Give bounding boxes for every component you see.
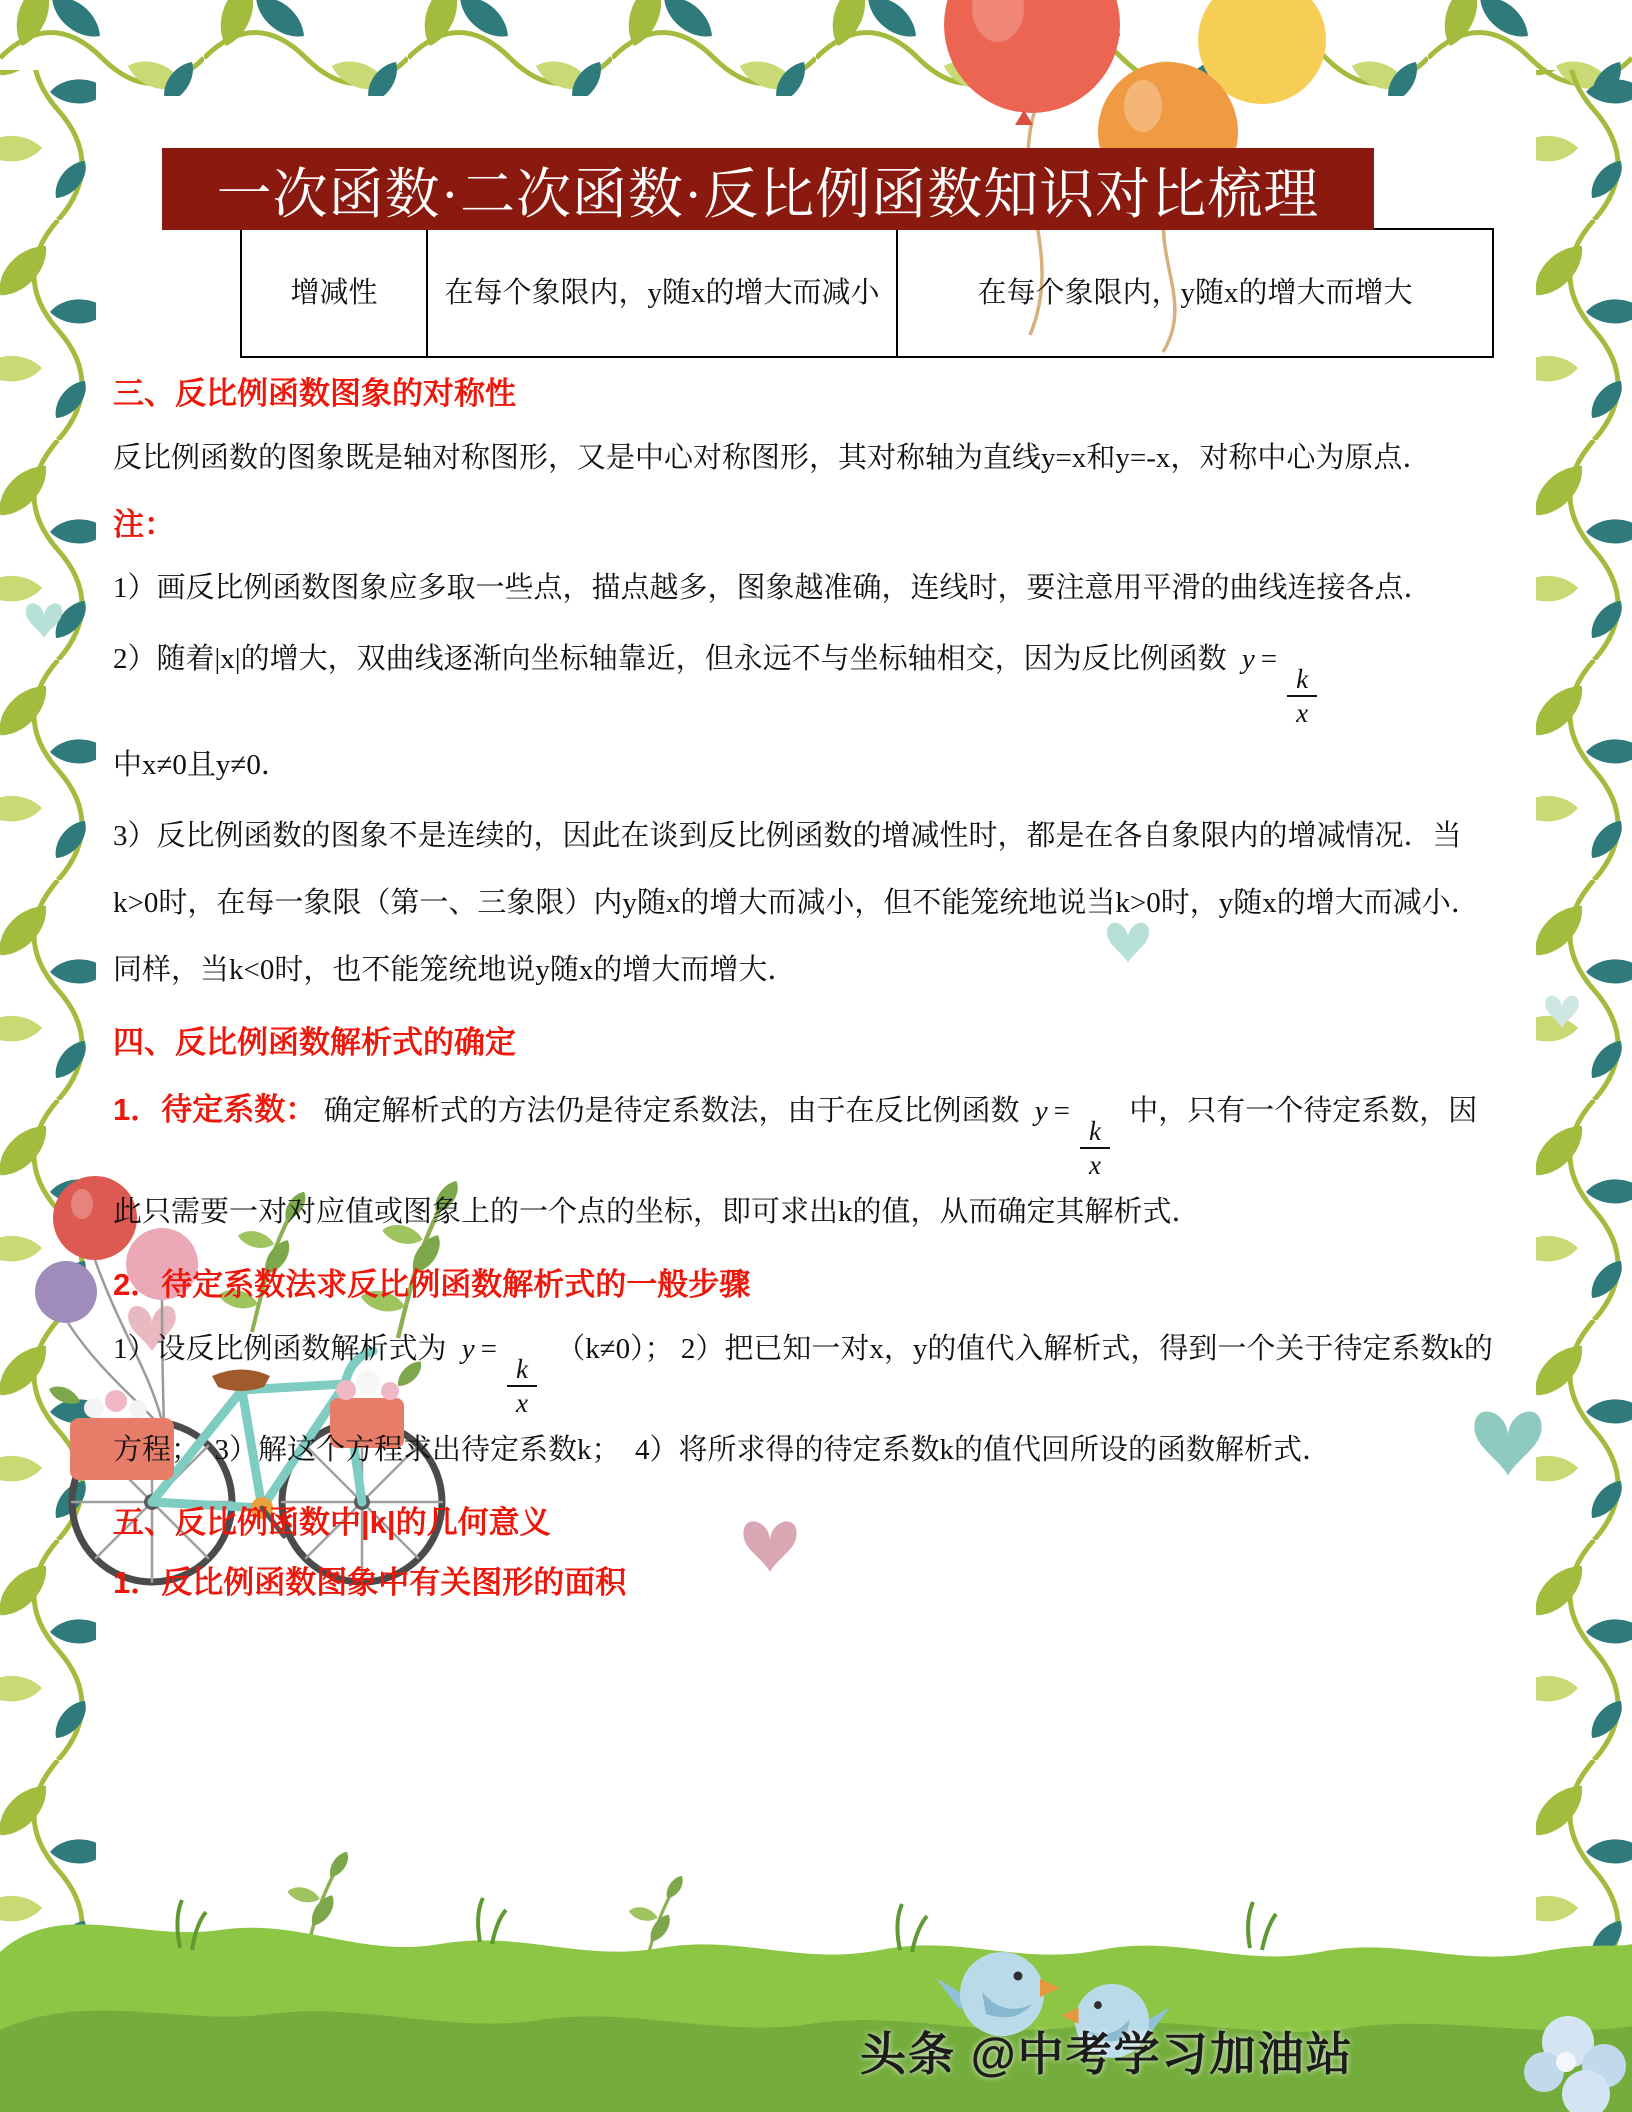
table-row — [241, 229, 1493, 357]
coefficient-text-pre: 确定解析式的方法仍是待定系数法，由于在反比例函数 — [323, 1094, 1020, 1127]
watermark-text: 头条 @中考学习加油站 — [860, 2028, 1354, 2080]
section-heading-geometric-meaning: 五、反比例函数中|k|的几何意义 — [113, 1504, 551, 1540]
fraction: $\frac{k}{x}$ — [1287, 665, 1317, 728]
note-item-2-text: 2）随着|x|的增大，双曲线逐渐向坐标轴靠近，但永远不与坐标轴相交，因为反比例函数 — [113, 642, 1227, 675]
paragraph-steps — [113, 1316, 1505, 1485]
table-cell-increasing: 在每个象限内，y随x的增大而增大 — [897, 229, 1493, 357]
grass-illustration — [0, 1898, 1632, 2112]
fraction: $\frac{k}{x}$ — [1080, 1117, 1110, 1180]
subheading-area: 1．反比例函数图象中有关图形的面积 — [113, 1565, 627, 1601]
top-vine-border — [0, 0, 1632, 96]
section-heading-symmetry: 三、反比例函数图象的对称性 — [113, 376, 516, 411]
note-item-3: 3）反比例函数的图象不是连续的，因此在谈到反比例函数的增减性时，都是在各自象限内的增减情况．当k>0时，在每一象限（第一、三象限）内y随x的增大而减小，但不能笼统地说当k>0时，y随x的增大而减小．同样，当k<0时，也不能笼统地说y随x的增大而增大． — [113, 819, 1480, 987]
formula-y-equals-k-over-x: y = $\frac{k}{x}$ — [462, 1333, 548, 1365]
paragraph-undetermined-coefficient — [113, 1074, 1505, 1247]
note-item-2-continued: 中x≠0且y≠0． — [113, 748, 290, 781]
left-vine-border — [0, 70, 96, 1950]
document-body — [113, 356, 1505, 1614]
formula-y-equals-k-over-x: y = $\frac{k}{x}$ — [1242, 643, 1321, 675]
undetermined-coefficient-label: 1．待定系数： — [113, 1091, 317, 1127]
steps-text-pre: 1）设反比例函数解析式为 — [113, 1332, 447, 1365]
table-cell-decreasing: 在每个象限内，y随x的增大而减小 — [427, 229, 897, 357]
coefficient-text-post: 中，只有一个待定系数，因此只需要一对对应值或图象上的一个点的坐标，即可求出k的值，从而确定其解析式． — [113, 1094, 1478, 1229]
paragraph-symmetry: 反比例函数的图象既是轴对称图形，又是中心对称图形，其对称轴为直线y=x和y=-x，对称中心为原点． — [113, 441, 1432, 474]
note-item-1: 1）画反比例函数图象应多取一些点，描点越多，图象越准确，连线时，要注意用平滑的曲线连接各点． — [113, 571, 1433, 604]
steps-condition: （k≠0）； — [556, 1332, 674, 1365]
steps-text-post: 2）把已知一对x，y的值代入解析式，得到一个关于待定系数k的方程； 3）解这个方程求出待定系数k； 4）将所求得的待定系数k的值代回所设的函数解析式． — [113, 1332, 1493, 1467]
fraction: $\frac{k}{x}$ — [507, 1355, 537, 1418]
note-item-2 — [113, 626, 1505, 728]
note-label: 注： — [113, 507, 175, 543]
table-cell-property: 增减性 — [241, 229, 427, 357]
page-title: 一次函数·二次函数·反比例函数知识对比梳理 — [216, 163, 1320, 225]
subheading-steps: 2．待定系数法求反比例函数解析式的一般步骤 — [113, 1266, 751, 1302]
watermark — [860, 2018, 1354, 2084]
title-banner — [162, 148, 1374, 230]
formula-y-equals-k-over-x: y = $\frac{k}{x}$ — [1035, 1095, 1121, 1127]
section-heading-determination: 四、反比例函数解析式的确定 — [113, 1024, 516, 1060]
comparison-table — [240, 228, 1494, 358]
